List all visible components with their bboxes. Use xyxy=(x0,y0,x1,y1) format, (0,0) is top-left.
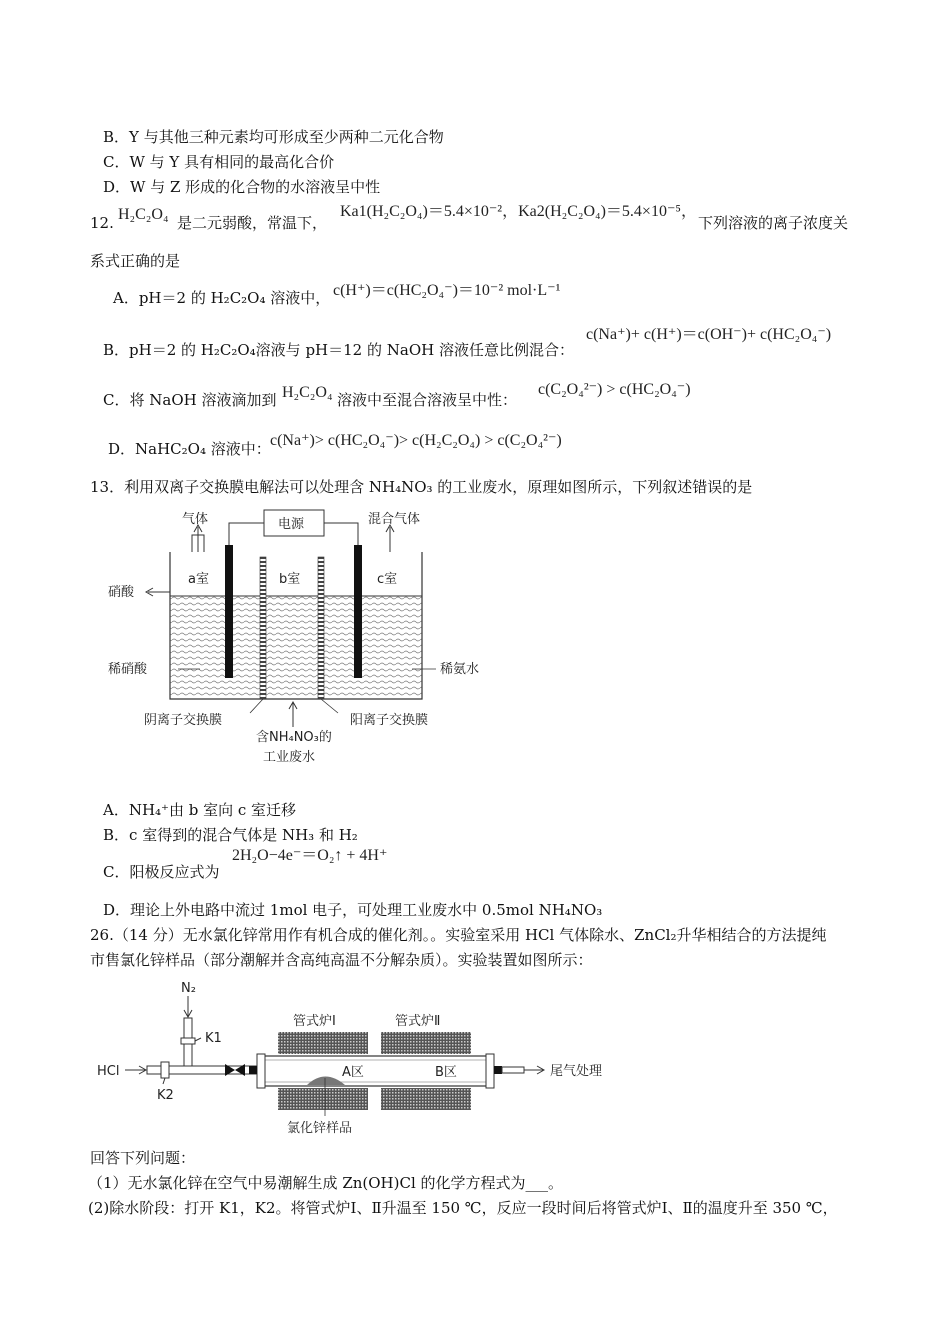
furnace-1-bottom xyxy=(278,1088,368,1110)
label-k1: K1 xyxy=(205,1031,222,1046)
label-n2: N₂ xyxy=(181,981,196,996)
q12-option-d-text: D．NaHC₂O₄ 溶液中： xyxy=(108,440,271,458)
label-sample: 氯化锌样品 xyxy=(287,1121,353,1136)
q12-option-c-text1: C．将 NaOH 溶液滴加到 xyxy=(103,391,277,409)
label-furnace-1: 管式炉Ⅰ xyxy=(293,1014,336,1029)
label-room-b: b室 xyxy=(279,572,301,587)
label-dilute-nitric: 稀硝酸 xyxy=(108,662,148,677)
label-hcl: HCl xyxy=(97,1064,120,1079)
anion-exchange-membrane xyxy=(260,557,266,699)
q13-option-c-text: C．阳极反应式为 xyxy=(103,863,220,881)
q26-subquestion-1: （1）无水氯化锌在空气中易潮解生成 Zn(OH)Cl 的化学方程式为___。 xyxy=(88,1174,564,1192)
q12-option-b-math: c(Na⁺)+ c(H⁺)＝c(OH⁻)+ c(HC₂O₄⁻) xyxy=(586,326,832,343)
electrolysis-diagram xyxy=(100,505,500,775)
q26-stem-line2: 市售氯化锌样品（部分潮解并含高纯高温不分解杂质）。实验装置如图所示： xyxy=(90,951,593,969)
q12-stem-part2: 下列溶液的离子浓度关 xyxy=(698,214,849,232)
q11-option-d: D．W 与 Z 形成的化合物的水溶液呈中性 xyxy=(103,178,381,196)
label-zone-b: B区 xyxy=(435,1065,457,1080)
q12-option-c-formula: H₂C₂O₄ xyxy=(282,384,333,401)
q13-option-d: D．理论上外电路中流过 1mol 电子，可处理工业废水中 0.5mol NH₄NO₃ xyxy=(103,901,603,919)
q12-option-d-math: c(Na⁺)> c(HC₂O₄⁻)> c(H₂C₂O₄) > c(C₂O₄²⁻) xyxy=(270,432,562,449)
q12-option-a-text: A．pH＝2 的 H₂C₂O₄ 溶液中， xyxy=(113,289,331,307)
valve-k2 xyxy=(161,1062,169,1078)
label-power: 电源 xyxy=(278,517,305,532)
anode-wire xyxy=(229,523,264,545)
tail-gas-pipe xyxy=(502,1067,524,1073)
label-tail-gas: 尾气处理 xyxy=(550,1064,603,1079)
label-room-a: a室 xyxy=(188,572,209,587)
label-zone-a: A区 xyxy=(342,1065,364,1080)
q12-ka-values: Ka1(H₂C₂O₄)＝5.4×10⁻²，Ka2(H₂C₂O₄)＝5.4×10⁻⁵， xyxy=(340,203,697,220)
label-mixgas: 混合气体 xyxy=(368,512,421,527)
cathode-wire xyxy=(324,523,358,545)
label-wastewater-line1: 含NH₄NO₃的 xyxy=(256,730,332,745)
label-furnace-2: 管式炉Ⅱ xyxy=(395,1014,441,1029)
q26-subquestion-2: (2)除水阶段：打开 K1，K2。将管式炉Ⅰ、Ⅱ升温至 150 ℃，反应一段时间后将管式炉Ⅰ、Ⅱ的温度升至 350 ℃， xyxy=(88,1199,838,1217)
furnace-2-top xyxy=(381,1032,471,1054)
q12-option-c-math: c(C₂O₄²⁻) > c(HC₂O₄⁻) xyxy=(538,381,691,398)
label-room-c: c室 xyxy=(377,572,398,587)
label-gas: 气体 xyxy=(182,512,209,527)
label-cation-membrane: 阳离子交换膜 xyxy=(350,713,429,728)
furnace-2-bottom xyxy=(381,1088,471,1110)
valve-k1 xyxy=(181,1038,195,1044)
anode-electrode xyxy=(225,545,233,678)
q26-stem-line1: 26.（14 分）无水氯化锌常用作有机合成的催化剂。。实验室采用 HCl 气体除水、ZnCl₂升华相结合的方法提纯 xyxy=(90,926,827,944)
electrolyte-liquid xyxy=(170,596,422,699)
q26-answer-intro: 回答下列问题： xyxy=(90,1149,196,1167)
label-k2: K2 xyxy=(157,1088,174,1103)
q12-option-a-math: c(H⁺)＝c(HC₂O₄⁻)＝10⁻² mol·L⁻¹ xyxy=(333,282,561,299)
q12-stem-part3: 系式正确的是 xyxy=(90,252,181,270)
q13-option-c-math: 2H₂O−4e⁻＝O₂↑ + 4H⁺ xyxy=(232,847,388,864)
q13-stem: 13．利用双离子交换膜电解法可以处理含 NH₄NO₃ 的工业废水，原理如图所示，下列叙述错误的是 xyxy=(90,478,753,496)
q12-stem-part1: 是二元弱酸，常温下， xyxy=(177,214,328,232)
tube-left-cap xyxy=(257,1054,265,1088)
label-wastewater-line2: 工业废水 xyxy=(263,750,316,765)
q12-formula: H₂C₂O₄ xyxy=(118,206,169,223)
q13-option-a: A．NH₄⁺由 b 室向 c 室迁移 xyxy=(103,801,297,819)
furnace-1-top xyxy=(278,1032,368,1054)
label-nitric: 硝酸 xyxy=(108,585,135,600)
q13-option-b: B．c 室得到的混合气体是 NH₃ 和 H₂ xyxy=(103,826,358,844)
cathode-electrode xyxy=(354,545,362,678)
tube-furnace-apparatus xyxy=(95,978,635,1143)
q12-option-b-text: B．pH＝2 的 H₂C₂O₄溶液与 pH＝12 的 NaOH 溶液任意比例混合： xyxy=(103,341,574,359)
q12-number: 12. xyxy=(90,214,114,232)
q11-option-b: B．Y 与其他三种元素均可形成至少两种二元化合物 xyxy=(103,128,444,146)
label-anion-membrane: 阴离子交换膜 xyxy=(144,713,223,728)
q11-option-c: C．W 与 Y 具有相同的最高化合价 xyxy=(103,153,335,171)
tube-right-cap xyxy=(486,1054,494,1088)
cation-exchange-membrane xyxy=(318,557,324,699)
label-dilute-ammonia: 稀氨水 xyxy=(440,662,480,677)
q12-option-c-text2: 溶液中至混合溶液呈中性： xyxy=(337,391,518,409)
